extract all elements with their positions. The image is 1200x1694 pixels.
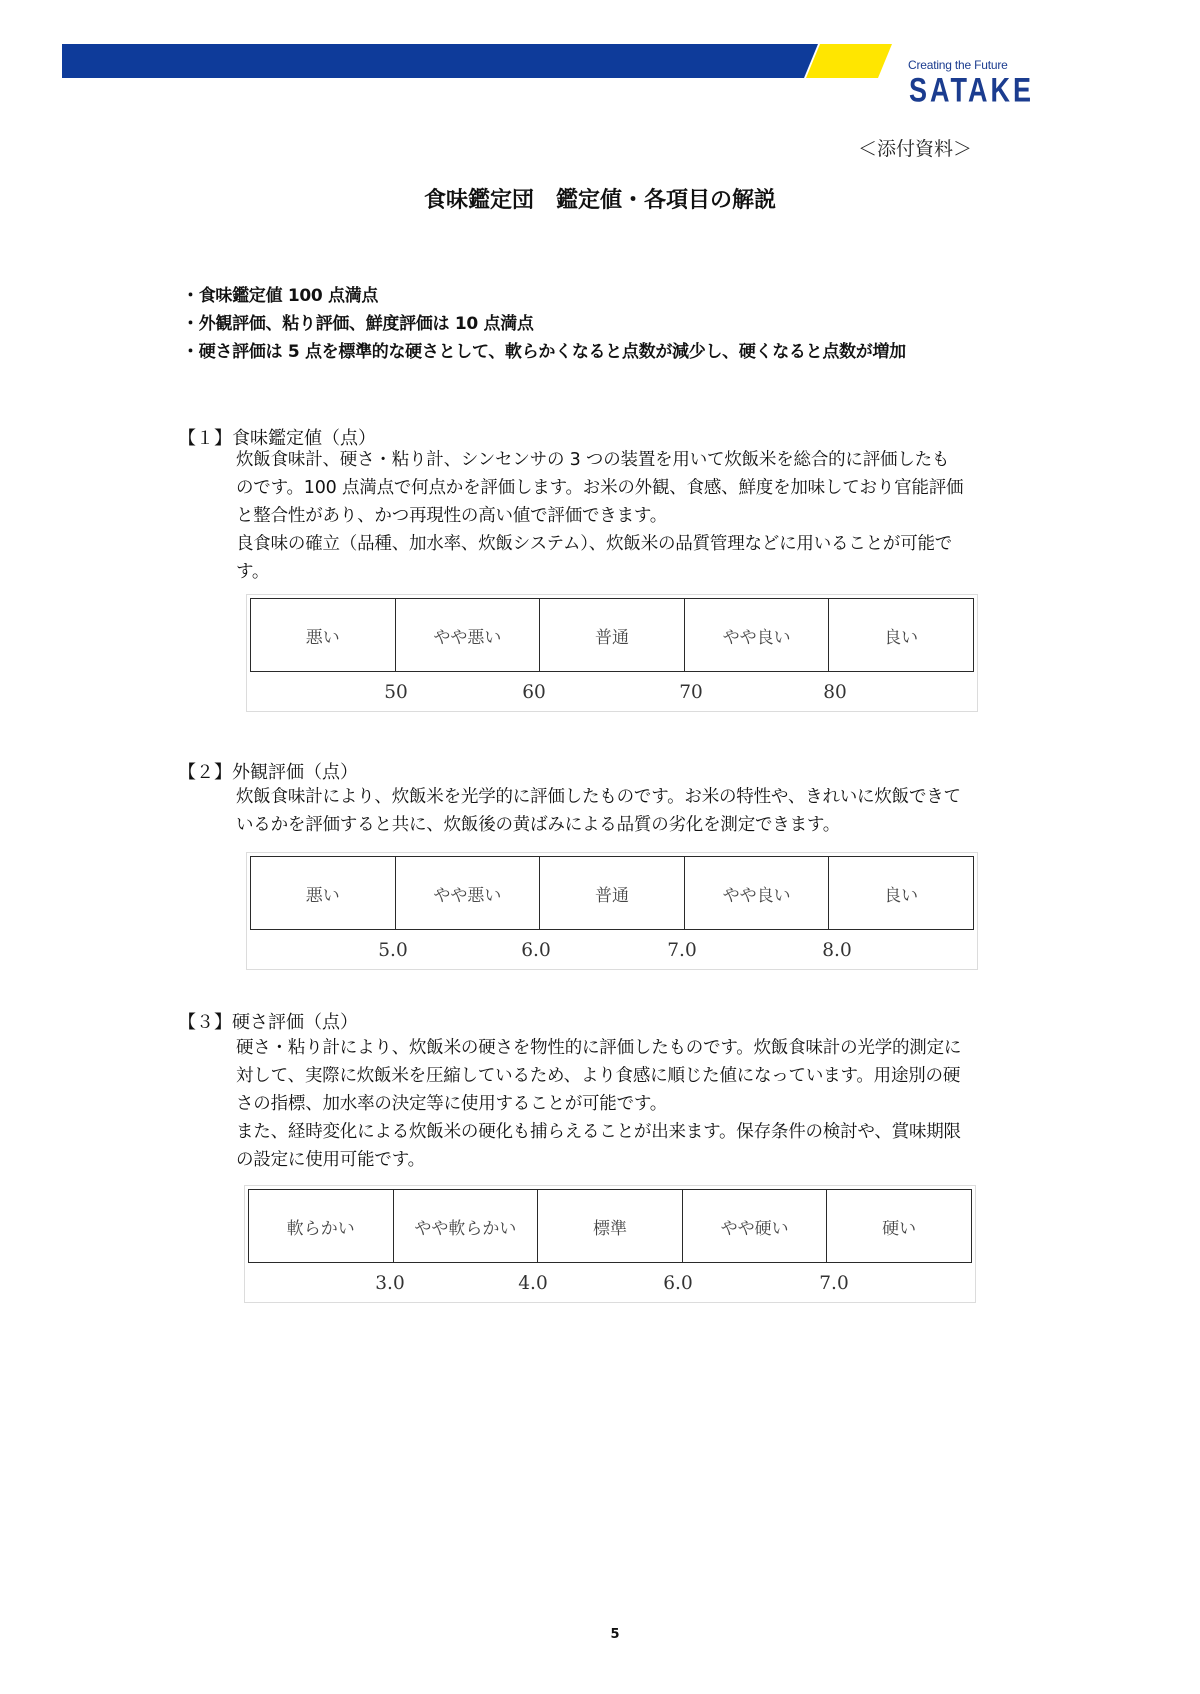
summary-item: ・食味鑑定値 100 点満点 xyxy=(182,286,379,306)
body-line: す。 xyxy=(236,562,270,582)
scale-label: 悪い xyxy=(251,857,396,929)
section-1-scale xyxy=(246,594,978,712)
summary-list xyxy=(182,282,906,366)
scale-label: 普通 xyxy=(540,599,685,671)
scale-tick: 4.0 xyxy=(518,1273,548,1294)
body-line: 炊飯食味計により、炊飯米を光学的に評価したものです。お米の特性や、きれいに炊飯できて xyxy=(236,787,961,807)
scale-tick: 6.0 xyxy=(521,940,551,961)
logo-wordmark: SATAKE xyxy=(909,71,1034,110)
summary-item: ・外観評価、粘り評価、鮮度評価は 10 点満点 xyxy=(182,314,534,334)
scale-tick: 6.0 xyxy=(663,1273,693,1294)
section-3-heading: 【３】硬さ評価（点） xyxy=(178,1012,358,1033)
body-line: さの指標、加水率の決定等に使用することが可能です。 xyxy=(236,1094,668,1114)
scale-tick: 50 xyxy=(384,682,408,703)
body-line: 炊飯食味計、硬さ・粘り計、シンセンサの 3 つの装置を用いて炊飯米を総合的に評価したも xyxy=(236,450,950,470)
body-line: のです。100 点満点で何点かを評価します。お米の外観、食感、鮮度を加味しており官能評価 xyxy=(236,478,964,498)
section-2-body xyxy=(236,783,1036,839)
logo-tagline: Creating the Future xyxy=(908,58,1008,72)
satake-logo xyxy=(900,58,1034,110)
scale-tick: 7.0 xyxy=(667,940,697,961)
section-3-scale xyxy=(244,1185,976,1303)
page-title: 食味鑑定団 鑑定値・各項目の解説 xyxy=(423,188,776,213)
scale-label: 悪い xyxy=(251,599,396,671)
page-number: 5 xyxy=(610,1627,620,1642)
scale-label: 硬い xyxy=(882,1218,917,1239)
section-1-body xyxy=(236,446,1036,586)
scale-tick: 60 xyxy=(522,682,546,703)
header-banner xyxy=(62,44,892,78)
scale-row xyxy=(248,1189,972,1263)
body-line: また、経時変化による炊飯米の硬化も捕らえることが出来ます。保存条件の検討や、賞味期限 xyxy=(236,1122,961,1142)
attachment-label: ＜添付資料＞ xyxy=(858,138,973,160)
scale-label: 標準 xyxy=(538,1190,683,1262)
scale-label: 普通 xyxy=(540,857,685,929)
scale-label: やや良い xyxy=(685,857,830,929)
banner-blue-stripe xyxy=(62,44,818,78)
summary-item: ・硬さ評価は 5 点を標準的な硬さとして、軟らかくなると点数が減少し、硬くなると点数が増加 xyxy=(182,342,906,362)
scale-label: やや硬い xyxy=(683,1190,828,1262)
scale-tick: 3.0 xyxy=(375,1273,405,1294)
banner-yellow-stripe xyxy=(806,44,892,78)
scale-row xyxy=(250,856,974,930)
scale-label: やや悪い xyxy=(396,599,541,671)
body-line: 硬さ・粘り計により、炊飯米の硬さを物性的に評価したものです。炊飯食味計の光学的測定に xyxy=(236,1038,962,1058)
body-line: の設定に使用可能です。 xyxy=(236,1150,425,1170)
scale-row xyxy=(250,598,974,672)
scale-tick: 70 xyxy=(679,682,703,703)
section-3-body xyxy=(236,1034,1036,1174)
scale-tick: 8.0 xyxy=(822,940,852,961)
body-line: いるかを評価すると共に、炊飯後の黄ばみによる品質の劣化を測定できます。 xyxy=(236,815,841,835)
body-line: と整合性があり、かつ再現性の高い値で評価できます。 xyxy=(236,506,668,526)
body-line: 対して、実際に炊飯米を圧縮しているため、より食感に順じた値になっています。用途別の硬 xyxy=(236,1066,961,1086)
scale-label: 良い xyxy=(884,885,919,906)
scale-label: やや軟らかい xyxy=(394,1190,539,1262)
section-2-scale xyxy=(246,852,978,970)
scale-label: やや悪い xyxy=(396,857,541,929)
section-1-heading: 【１】食味鑑定値（点） xyxy=(178,428,376,449)
section-2-heading: 【２】外観評価（点） xyxy=(178,762,358,783)
scale-tick: 80 xyxy=(823,682,847,703)
scale-tick: 5.0 xyxy=(378,940,408,961)
scale-label: やや良い xyxy=(685,599,830,671)
scale-label: 軟らかい xyxy=(249,1190,394,1262)
scale-label: 良い xyxy=(884,627,919,648)
body-line: 良食味の確立（品種、加水率、炊飯システム）、炊飯米の品質管理などに用いることが可能で xyxy=(236,534,953,554)
scale-tick: 7.0 xyxy=(819,1273,849,1294)
